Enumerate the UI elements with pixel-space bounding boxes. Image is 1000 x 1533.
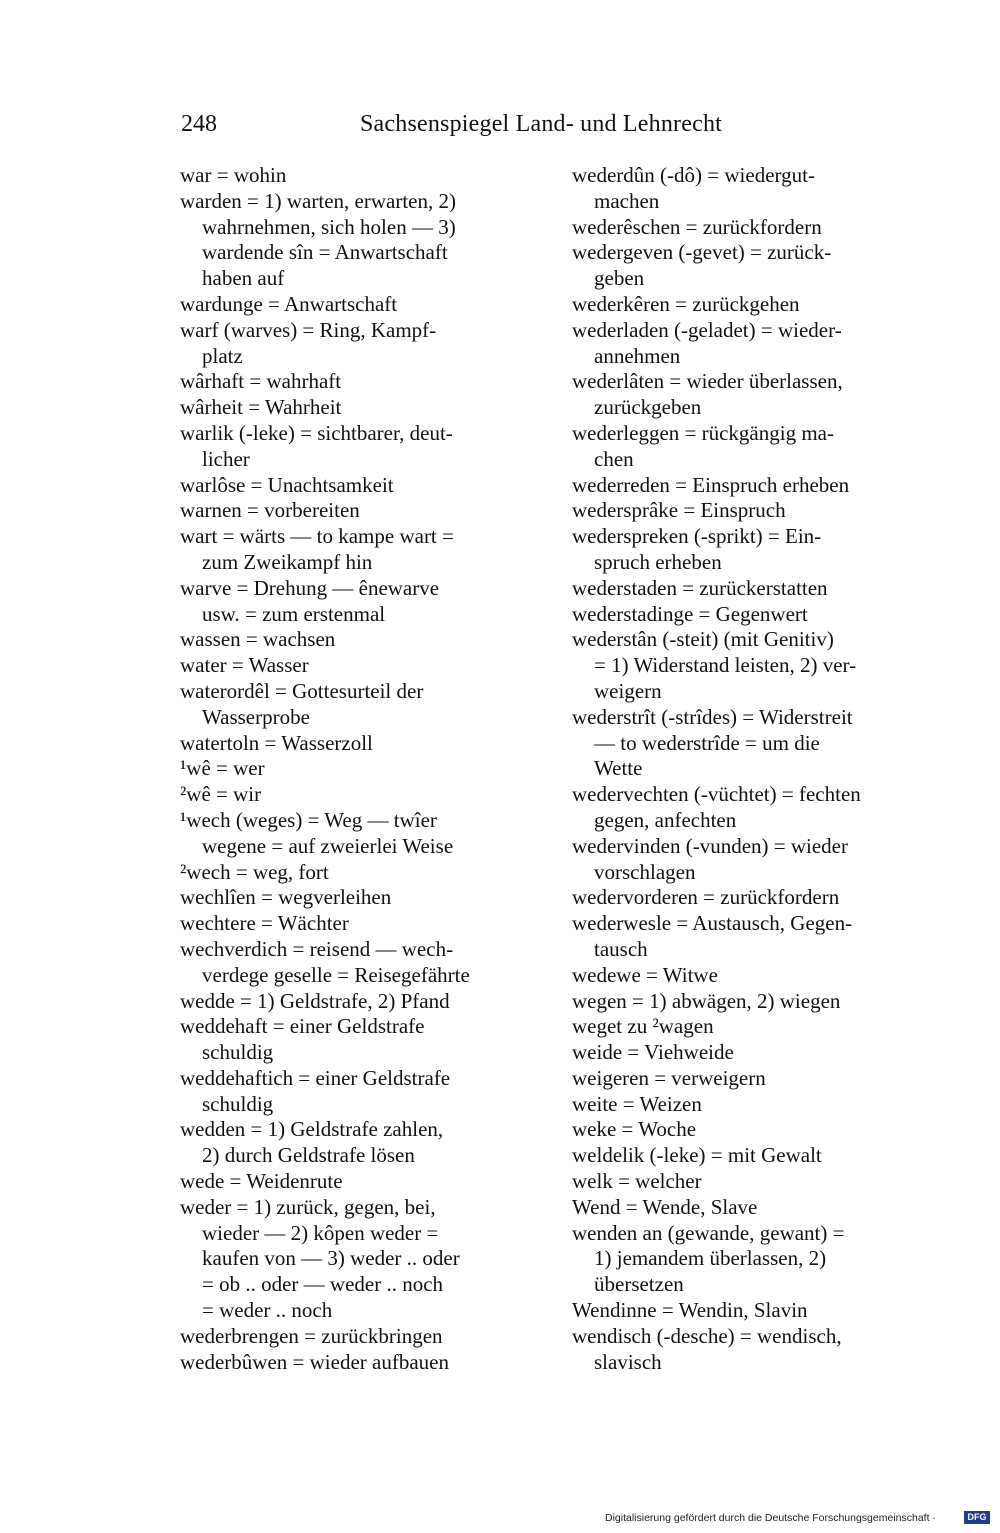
glossary-entry-line: weldelik (-leke) = mit Gewalt (572, 1143, 822, 1168)
glossary-entry-line: warve = Drehung — ênewarve (180, 575, 440, 600)
glossary-entry-line: warlôse = Unachtsamkeit (180, 472, 394, 497)
glossary-entry-line: warden = 1) warten, erwarten, 2) (180, 188, 456, 213)
glossary-entry-line: wede = Weidenrute (180, 1169, 343, 1194)
glossary-continuation-line: wardende sîn = Anwartschaft (202, 240, 448, 265)
glossary-continuation-line: gegen, anfechten (594, 807, 737, 832)
glossary-continuation-line: spruch erheben (594, 549, 722, 574)
glossary-continuation-line: = weder .. noch (202, 1298, 333, 1323)
glossary-entry-line: warlik (-leke) = sichtbarer, deut- (180, 420, 453, 445)
glossary-entry-line: watertoln = Wasserzoll (180, 730, 373, 755)
glossary-entry-line: wardunge = Anwartschaft (180, 291, 398, 316)
glossary-entry-line: wederwesle = Austausch, Gegen- (572, 911, 853, 936)
glossary-entry-line: wederlâten = wieder überlassen, (572, 369, 843, 394)
glossary-entry-line: water = Wasser (180, 653, 309, 678)
glossary-entry-line: Wendinne = Wendin, Slavin (572, 1298, 808, 1323)
glossary-entry-line: wedervorderen = zurückfordern (572, 885, 840, 910)
glossary-entry-line: wederladen (-geladet) = wieder- (572, 317, 842, 342)
glossary-continuation-line: übersetzen (594, 1272, 684, 1297)
glossary-continuation-line: = ob .. oder — weder .. noch (202, 1272, 444, 1297)
glossary-entry-line: wederêschen = zurückfordern (572, 214, 822, 239)
glossary-entry-line: wederdûn (-dô) = wiedergut- (572, 163, 815, 187)
glossary-entry-line: wechtere = Wächter (180, 911, 349, 936)
glossary-entry-line: wedergeven (-gevet) = zurück- (572, 240, 832, 265)
glossary-entry-line: wederspreken (-sprikt) = Ein- (572, 524, 822, 549)
glossary-entry-line: wederstrît (-strîdes) = Widerstreit (572, 704, 853, 729)
glossary-entry-line: wederleggen = rückgängig ma- (572, 420, 834, 445)
glossary-continuation-line: licher (202, 446, 250, 471)
glossary-entry-line: ¹wê = wer (180, 756, 265, 781)
glossary-continuation-line: zum Zweikampf hin (202, 549, 373, 574)
glossary-continuation-line: wahrnehmen, sich holen — 3) (202, 214, 456, 239)
glossary-entry-line: wederbûwen = wieder aufbauen (180, 1349, 449, 1374)
glossary-entry-line: warf (warves) = Ring, Kampf- (180, 317, 437, 342)
glossary-entry-line: wedewe = Witwe (572, 962, 718, 987)
glossary-continuation-line: weigern (594, 678, 662, 703)
glossary-entry-line: weide = Viehweide (572, 1040, 734, 1065)
glossary-entry-line: warnen = vorbereiten (180, 498, 360, 523)
glossary-continuation-line: wegene = auf zweierlei Weise (202, 833, 454, 858)
glossary-continuation-line: Wette (594, 756, 643, 781)
glossary-continuation-line: 1) jemandem überlassen, 2) (594, 1246, 827, 1271)
glossary-entry-line: wedden = 1) Geldstrafe zahlen, (180, 1117, 444, 1142)
glossary-entry-line: war = wohin (180, 163, 287, 187)
glossary-continuation-line: machen (594, 188, 660, 213)
glossary-entry-line: weddehaft = einer Geldstrafe (180, 1014, 425, 1039)
glossary-entry-line: wart = wärts — to kampe wart = (180, 524, 454, 549)
glossary-entry-line: wedervinden (-vunden) = wieder (572, 833, 848, 858)
glossary-continuation-line: schuldig (202, 1091, 274, 1116)
glossary-continuation-line: verdege geselle = Reisegefährte (202, 962, 470, 987)
glossary-entry-line: Wend = Wende, Slave (572, 1194, 758, 1219)
glossary-continuation-line: = 1) Widerstand leisten, 2) ver- (594, 653, 857, 678)
glossary-entry-line: weget zu ²wagen (572, 1014, 714, 1039)
glossary-entry-line: ²wê = wir (180, 782, 262, 807)
glossary-entry-line: ¹wech (weges) = Weg — twîer (180, 807, 437, 832)
glossary-entry-line: weite = Weizen (572, 1091, 702, 1116)
glossary-entry-line: wederbrengen = zurückbringen (180, 1323, 443, 1348)
glossary-continuation-line: — to wederstrîde = um die (594, 730, 820, 755)
glossary-entry-line: wedervechten (-vüchtet) = fechten (572, 782, 861, 807)
glossary-entry-line: wârhaft = wahrhaft (180, 369, 342, 394)
glossary-entry-line: wendisch (-desche) = wendisch, (572, 1323, 842, 1348)
glossary-continuation-line: 2) durch Geldstrafe lösen (202, 1143, 415, 1168)
glossary-continuation-line: schuldig (202, 1040, 274, 1065)
glossary-continuation-line: platz (202, 343, 243, 368)
glossary-continuation-line: chen (594, 446, 634, 471)
glossary-entry-line: wârheit = Wahrheit (180, 395, 342, 420)
glossary-entry-line: wederstadinge = Gegenwert (572, 601, 808, 626)
glossary-entry-line: wechlîen = wegverleihen (180, 885, 392, 910)
glossary-continuation-line: zurückgeben (594, 395, 702, 420)
glossary-continuation-line: tausch (594, 936, 648, 961)
glossary-continuation-line: wieder — 2) kôpen weder = (202, 1220, 439, 1245)
glossary-column-right (572, 163, 902, 1375)
glossary-continuation-line: haben auf (202, 266, 285, 291)
glossary-column-left (180, 163, 510, 1375)
digitization-credit: Digitalisierung gefördert durch die Deutsche Forschungsgemeinschaft · (605, 1512, 936, 1524)
glossary-entry-line: welk = welcher (572, 1169, 702, 1194)
glossary-entry-line: ²wech = weg, fort (180, 859, 329, 884)
glossary-continuation-line: vorschlagen (594, 859, 696, 884)
glossary-entry-line: wedersprâke = Einspruch (572, 498, 786, 523)
glossary-entry-line: wenden an (gewande, gewant) = (572, 1220, 845, 1245)
glossary-entry-line: wederkêren = zurückgehen (572, 291, 800, 316)
glossary-entry-line: wechverdich = reisend — wech- (180, 936, 454, 961)
glossary-entry-line: wassen = wachsen (180, 627, 336, 652)
glossary-entry-line: wederstaden = zurückerstatten (572, 575, 828, 600)
glossary-entry-line: weigeren = verweigern (572, 1065, 766, 1090)
page-number: 248 (181, 111, 217, 137)
glossary-entry-line: wederreden = Einspruch erheben (572, 472, 850, 497)
glossary-entry-line: wedde = 1) Geldstrafe, 2) Pfand (180, 988, 450, 1013)
running-head: Sachsenspiegel Land- und Lehnrecht (360, 111, 723, 137)
glossary-continuation-line: slavisch (594, 1349, 662, 1374)
glossary-entry-line: waterordêl = Gottesurteil der (180, 678, 424, 703)
glossary-entry-line: weder = 1) zurück, gegen, bei, (180, 1194, 436, 1219)
dfg-logo: DFG (964, 1511, 990, 1524)
glossary-continuation-line: Wasserprobe (202, 704, 310, 729)
glossary-continuation-line: kaufen von — 3) weder .. oder (202, 1246, 460, 1271)
glossary-continuation-line: annehmen (594, 343, 681, 368)
glossary-entry-line: wederstân (-steit) (mit Genitiv) (572, 627, 834, 652)
glossary-continuation-line: usw. = zum erstenmal (202, 601, 386, 626)
glossary-entry-line: weddehaftich = einer Geldstrafe (180, 1065, 451, 1090)
glossary-continuation-line: geben (594, 266, 645, 291)
glossary-entry-line: weke = Woche (572, 1117, 697, 1142)
glossary-entry-line: wegen = 1) abwägen, 2) wiegen (572, 988, 841, 1013)
